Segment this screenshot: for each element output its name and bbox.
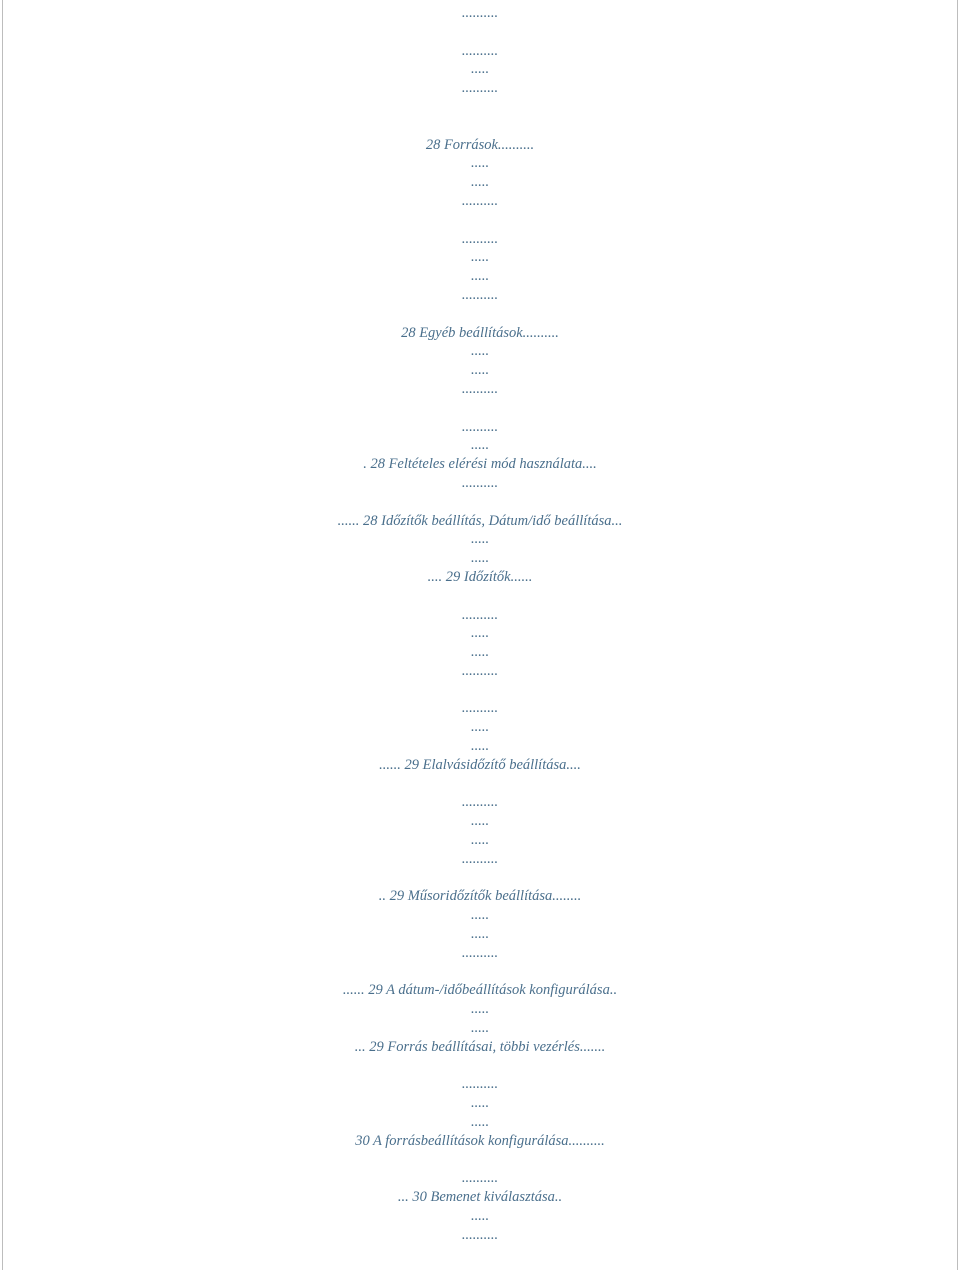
- toc-line: . 28 Feltételes elérési mód használata....: [363, 456, 597, 473]
- toc-line: [0, 305, 960, 324]
- toc-line: .....: [470, 1020, 490, 1037]
- toc-line: .....: [470, 249, 490, 266]
- toc-line: [0, 98, 960, 117]
- toc-line: .....: [470, 719, 490, 736]
- toc-line: .....: [470, 738, 490, 755]
- toc-line: .....: [470, 61, 490, 78]
- toc-line: ..........: [461, 1170, 499, 1187]
- toc-line: ..........: [461, 80, 499, 97]
- toc-line: .....: [470, 907, 490, 924]
- toc-line: .....: [470, 832, 490, 849]
- toc-line: [0, 399, 960, 418]
- toc-line: .....: [470, 155, 490, 172]
- toc-line: [0, 1151, 960, 1170]
- toc-line: ..........: [461, 662, 499, 679]
- toc-line: ..........: [461, 5, 499, 21]
- toc-line: [0, 869, 960, 888]
- table-of-contents: [0, 4, 960, 1245]
- toc-line: ..........: [461, 944, 499, 961]
- toc-line: .... 29 Időzítők......: [427, 568, 533, 585]
- toc-line: ..........: [461, 230, 499, 247]
- toc-line: [0, 23, 960, 42]
- toc-line: .....: [470, 1095, 490, 1112]
- toc-line: [0, 681, 960, 700]
- toc-line: ..........: [461, 606, 499, 623]
- toc-line: .....: [470, 1208, 490, 1224]
- toc-line: ... 30 Bemenet kiválasztása..: [397, 1189, 563, 1206]
- toc-line: .....: [470, 1001, 490, 1018]
- toc-line: ..........: [461, 1226, 499, 1243]
- toc-line: .....: [470, 550, 490, 567]
- toc-line: .....: [470, 343, 490, 360]
- toc-line: ...... 29 A dátum-/időbeállítások konfigurálása..: [342, 982, 618, 999]
- toc-line: ..........: [461, 850, 499, 867]
- toc-line: .....: [470, 926, 490, 943]
- toc-line: ..........: [461, 794, 499, 811]
- toc-line: [0, 493, 960, 512]
- toc-line: ..........: [461, 474, 499, 491]
- toc-line: 28 Egyéb beállítások..........: [401, 324, 559, 341]
- toc-line: .....: [470, 531, 490, 548]
- toc-line: .....: [470, 813, 490, 830]
- toc-line: ... 29 Forrás beállításai, többi vezérlés.......: [354, 1038, 606, 1055]
- toc-line: .....: [470, 625, 490, 642]
- toc-line: [0, 117, 960, 136]
- toc-line: .....: [470, 1114, 490, 1131]
- toc-line: ...... 28 Időzítők beállítás, Dátum/idő beállítása...: [337, 512, 623, 529]
- toc-line: 28 Források..........: [425, 136, 535, 153]
- toc-line: .....: [470, 268, 490, 285]
- toc-line: [0, 587, 960, 606]
- toc-line: ..........: [461, 1076, 499, 1093]
- toc-line: .. 29 Műsoridőzítők beállítása........: [378, 888, 582, 905]
- toc-line: .....: [470, 644, 490, 661]
- toc-line: ..........: [461, 286, 499, 303]
- toc-line: .....: [470, 174, 490, 191]
- toc-line: ..........: [461, 42, 499, 59]
- toc-line: ..........: [461, 192, 499, 209]
- toc-line: .....: [470, 362, 490, 379]
- toc-line: ..........: [461, 418, 499, 435]
- toc-line: ...... 29 Elalvásidőzítő beállítása....: [379, 756, 581, 773]
- toc-line: ..........: [461, 700, 499, 717]
- toc-line: ..........: [461, 380, 499, 397]
- toc-line: 30 A forrásbeállítások konfigurálása..........: [355, 1132, 605, 1149]
- toc-line: [0, 211, 960, 230]
- toc-line: [0, 775, 960, 794]
- toc-line: [0, 1057, 960, 1076]
- toc-line: [0, 963, 960, 982]
- toc-line: .....: [470, 437, 490, 454]
